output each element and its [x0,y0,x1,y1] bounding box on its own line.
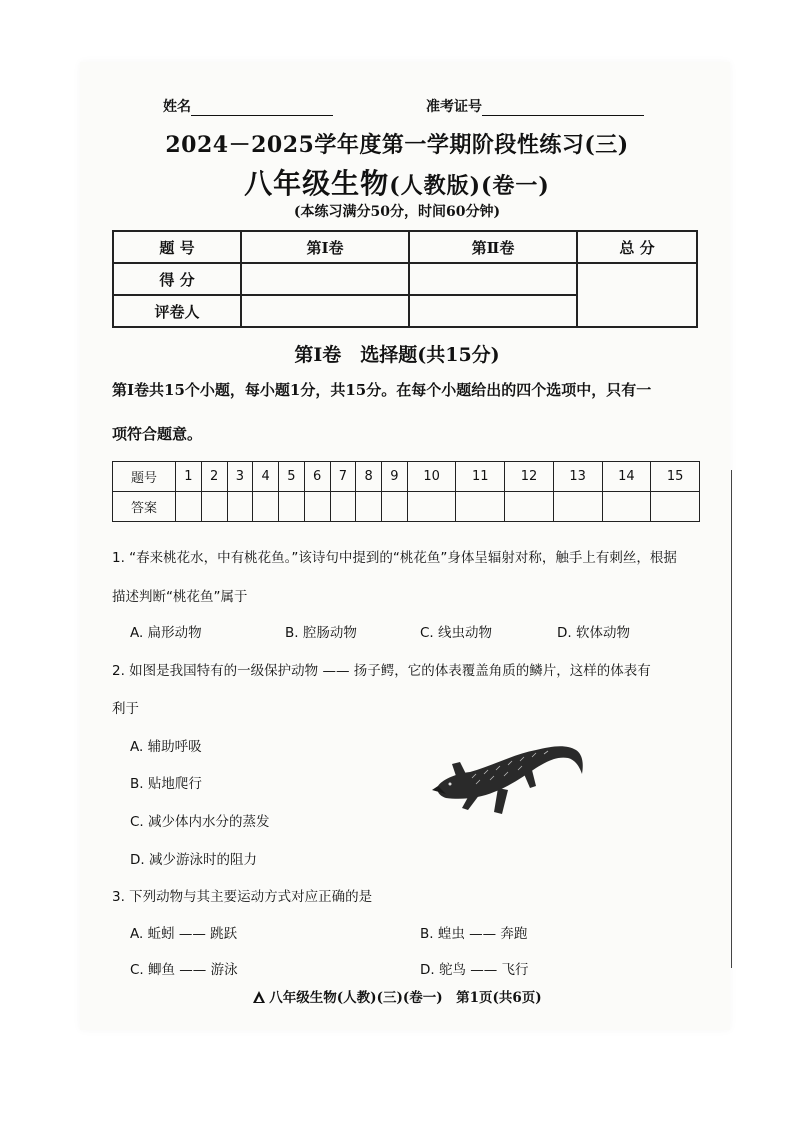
score-table [112,230,698,328]
answer-cell[interactable] [456,492,505,522]
question-number-cell: 15 [651,462,700,492]
answer-cell[interactable] [330,492,356,522]
name-blank [191,101,333,116]
answer-cell[interactable] [553,492,602,522]
question-2-option[interactable]: A. 辅助呼吸 [130,739,202,755]
question-2-line1: 2. 如图是我国特有的一级保护动物 —— 扬子鳄，它的体表覆盖角质的鳞片，这样的体表有 [112,663,651,679]
question-3-line1: 3. 下列动物与其主要运动方式对应正确的是 [112,889,373,905]
question-1-line1: 1. “春来桃花水，中有桃花鱼。”该诗句中提到的“桃花鱼”身体呈辐射对称，触手上有刺丝，根据 [112,550,677,566]
section-title: 第Ⅰ卷 选择题(共15分) [294,344,500,366]
publisher-logo-icon [252,990,266,1004]
score-cell[interactable] [409,263,577,295]
exam-id-field-row [426,96,644,116]
question-number-cell: 7 [330,462,356,492]
answer-cell[interactable] [227,492,253,522]
grader-cell[interactable] [409,295,577,327]
question-number-cell: 9 [382,462,408,492]
question-number-cell: 10 [407,462,456,492]
question-1-option[interactable]: C. 线虫动物 [420,625,493,641]
question-number-cell: 6 [304,462,330,492]
answer-row-label: 题号 [113,462,176,492]
question-3-option[interactable]: B. 蝗虫 —— 奔跑 [420,926,528,942]
question-number-cell: 8 [356,462,382,492]
score-col-label: 题 号 [113,231,241,263]
grader-cell[interactable] [241,295,409,327]
score-col-label: 总 分 [577,231,697,263]
section-intro-line1: 第Ⅰ卷共15个小题，每小题1分，共15分。在每个小题给出的四个选项中，只有一 [112,381,652,399]
question-number-cell: 4 [253,462,279,492]
alligator-illustration [432,738,588,820]
answer-table [112,461,700,522]
question-number-cell: 14 [602,462,651,492]
answer-cell[interactable] [176,492,202,522]
question-2-option[interactable]: D. 减少游泳时的阻力 [130,852,257,868]
answer-cell[interactable] [382,492,408,522]
score-cell[interactable] [241,263,409,295]
question-number-cell: 12 [505,462,554,492]
answer-cell[interactable] [304,492,330,522]
question-2-option[interactable]: C. 减少体内水分的蒸发 [130,814,270,830]
total-score-cell[interactable] [577,263,697,327]
question-3-option[interactable]: A. 蚯蚓 —— 跳跃 [130,926,238,942]
page-footer [0,986,794,1006]
score-col-label: 第Ⅱ卷 [409,231,577,263]
question-number-cell: 2 [201,462,227,492]
question-1-option[interactable]: B. 腔肠动物 [285,625,357,641]
question-2-option[interactable]: B. 贴地爬行 [130,776,202,792]
subject-title-sub: (人教版)(卷一) [389,173,550,199]
answer-cell[interactable] [356,492,382,522]
answer-cell[interactable] [407,492,456,522]
exam-title: 2024－2025学年度第一学期阶段性练习(三) [165,132,629,158]
question-number-cell: 11 [456,462,505,492]
answer-cell[interactable] [253,492,279,522]
score-row-label: 得 分 [113,263,241,295]
question-1-line2: 描述判断“桃花鱼”属于 [112,589,248,605]
section-intro-line2: 项符合题意。 [112,425,203,443]
question-number-cell: 3 [227,462,253,492]
exam-id-blank [482,101,644,116]
question-1-option[interactable]: D. 软体动物 [557,625,630,641]
answer-cell[interactable] [201,492,227,522]
name-field-row [163,96,333,116]
name-label: 姓名 [163,99,191,115]
margin-rule [731,470,732,968]
answer-cell[interactable] [602,492,651,522]
score-row-label: 评卷人 [113,295,241,327]
question-number-cell: 13 [553,462,602,492]
question-3-option[interactable]: D. 鸵鸟 —— 飞行 [420,962,529,978]
exam-note: (本练习满分50分，时间60分钟) [293,204,501,220]
subject-title [0,162,794,202]
question-2-line2: 利于 [112,701,139,717]
footer-text: 八年级生物(人教)(三)(卷一) 第1页(共6页) [269,990,542,1006]
exam-id-label: 准考证号 [426,99,482,115]
answer-cell[interactable] [651,492,700,522]
answer-cell[interactable] [505,492,554,522]
question-number-cell: 5 [279,462,305,492]
score-col-label: 第Ⅰ卷 [241,231,409,263]
question-1-option[interactable]: A. 扁形动物 [130,625,202,641]
answer-cell[interactable] [279,492,305,522]
question-number-cell: 1 [176,462,202,492]
question-3-option[interactable]: C. 鲫鱼 —— 游泳 [130,962,238,978]
subject-title-main: 八年级生物 [244,167,390,200]
answer-row-label: 答案 [113,492,176,522]
